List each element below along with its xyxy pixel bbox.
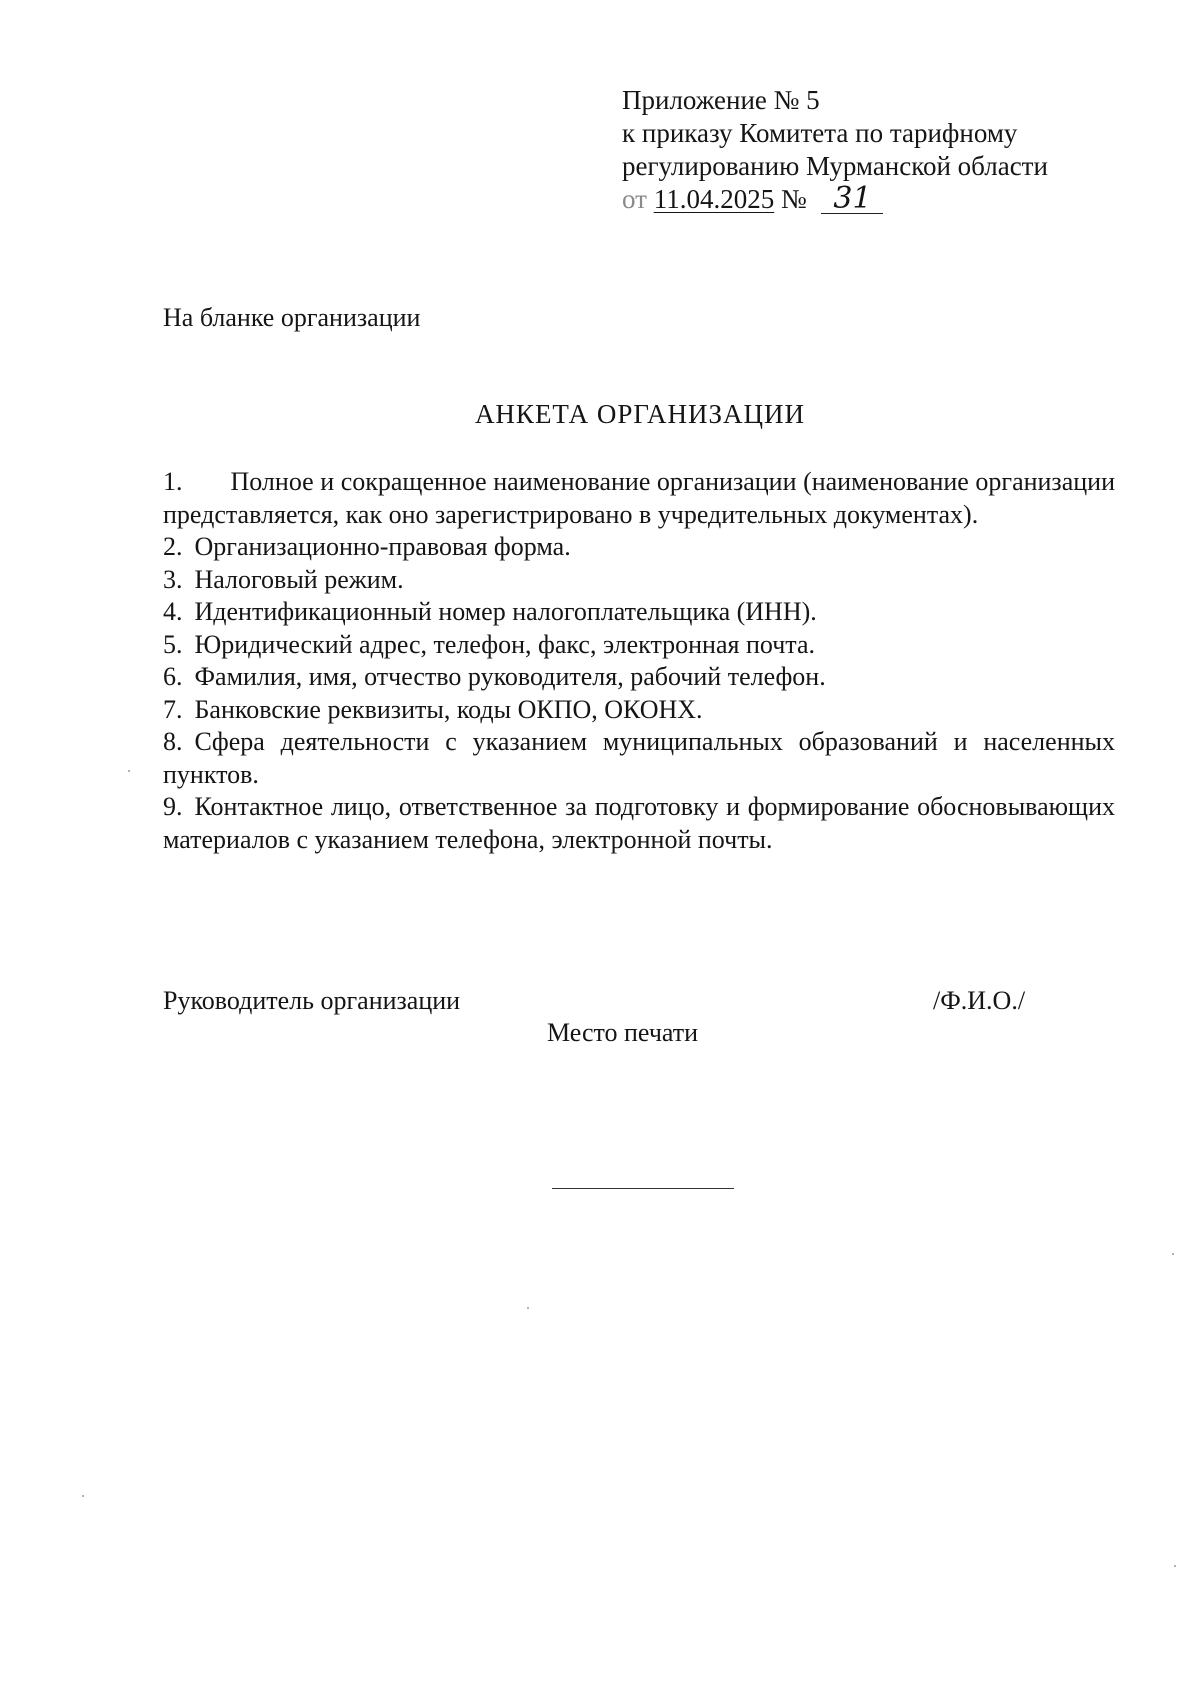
- scan-speck: [1172, 1253, 1174, 1255]
- signatory-role: Руководитель организации: [163, 986, 461, 1015]
- item-number: 3.: [163, 564, 183, 594]
- scan-speck: [1174, 1565, 1176, 1567]
- letterhead-note: На бланке организации: [163, 303, 421, 332]
- item-text: Сфера деятельности с указанием муниципальных образований и населенных пунктов.: [163, 727, 1115, 789]
- item-text: Юридический адрес, телефон, факс, электронная почта.: [194, 629, 815, 659]
- item-text: Организационно-правовая форма.: [194, 532, 571, 561]
- item-number: 8.: [163, 727, 183, 756]
- seal-place: Место печати: [547, 1018, 699, 1047]
- item-text: Налоговый режим.: [194, 564, 404, 594]
- list-item: [163, 694, 1115, 727]
- item-text: Контактное лицо, ответственное за подготовку и формирование обосновывающих материалов с указанием телефона, электронной почты.: [163, 792, 1115, 854]
- item-number: 1.: [163, 467, 183, 496]
- appendix-title: Приложение № 5: [622, 85, 820, 115]
- list-item: [163, 531, 1115, 564]
- appendix-header: [622, 84, 1048, 216]
- appendix-committee: регулированию Мурманской области: [622, 151, 1048, 181]
- list-item: [163, 791, 1115, 856]
- item-number: 9.: [163, 792, 183, 821]
- date-prefix: от: [622, 184, 647, 214]
- scan-speck: [128, 770, 130, 772]
- list-item: [163, 629, 1115, 662]
- item-text: Идентификационный номер налогоплательщика (ИНН).: [194, 597, 817, 626]
- list-item: [163, 564, 1115, 597]
- document-title: АНКЕТА ОРГАНИЗАЦИИ: [474, 399, 806, 429]
- questionnaire-list: [163, 466, 1115, 856]
- list-item: [163, 596, 1115, 629]
- number-sign: №: [780, 184, 807, 214]
- signatory-name-placeholder: /Ф.И.О./: [933, 986, 1026, 1015]
- order-number: 31: [821, 185, 883, 214]
- scan-speck: [527, 1307, 529, 1309]
- item-number: 7.: [163, 694, 183, 724]
- item-number: 6.: [163, 662, 183, 691]
- list-item: [163, 661, 1115, 694]
- appendix-order-ref: к приказу Комитета по тарифному: [622, 118, 1018, 148]
- item-number: 2.: [163, 532, 183, 561]
- end-divider: [552, 1188, 734, 1189]
- item-text: Полное и сокращенное наименование организации (наименование организации представляется, как оно зарегистрировано в учредительных документах).: [163, 467, 1115, 529]
- item-text: Фамилия, имя, отчество руководителя, рабочий телефон.: [194, 662, 826, 691]
- list-item: [163, 726, 1115, 791]
- order-date: 11.04.2025: [653, 184, 775, 214]
- scan-speck: [82, 1495, 84, 1497]
- item-text: Банковские реквизиты, коды ОКПО, ОКОНХ.: [194, 694, 703, 724]
- list-item: [163, 466, 1115, 531]
- appendix-date-line: [622, 183, 1048, 216]
- item-number: 4.: [163, 597, 183, 626]
- item-number: 5.: [163, 629, 183, 659]
